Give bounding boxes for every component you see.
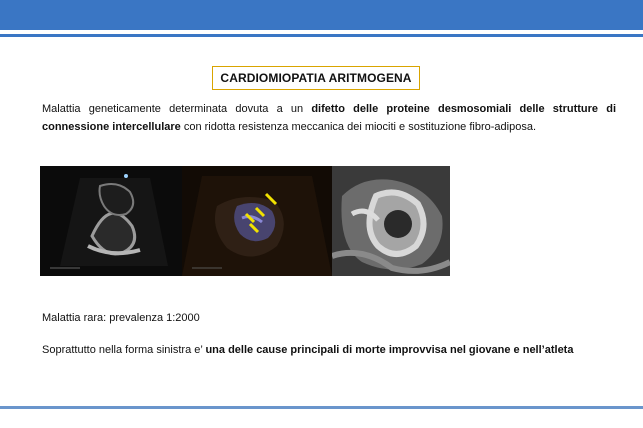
prevalence-text: Malattia rara: prevalenza 1:2000 <box>42 312 200 324</box>
cause-text-1: Soprattutto nella forma sinistra e’ <box>42 344 206 356</box>
sudden-death-text <box>42 344 573 356</box>
echocardiogram-image-2 <box>182 166 332 276</box>
intro-text-2: con ridotta resistenza meccanica dei miociti e sostituzione fibro-adiposa. <box>180 121 537 133</box>
image-strip <box>40 166 450 276</box>
echocardiogram-image-1 <box>40 166 182 276</box>
intro-text-1: Malattia geneticamente determinata dovuta a un <box>42 103 312 115</box>
slide-title <box>212 66 420 90</box>
slide-title-text: CARDIOMIOPATIA ARITMOGENA <box>220 71 412 85</box>
cause-bold-text: una delle cause principali di morte improvvisa nel giovane e nell’atleta <box>205 344 574 356</box>
header-bar <box>0 0 643 30</box>
footer-divider <box>0 406 643 409</box>
intro-paragraph <box>42 100 616 136</box>
cardiac-mri-image <box>332 166 450 276</box>
intro-bold-text: difetto delle proteine desmosomiali delle strutture di connessione intercellulare <box>42 103 616 133</box>
header-divider <box>0 34 643 37</box>
